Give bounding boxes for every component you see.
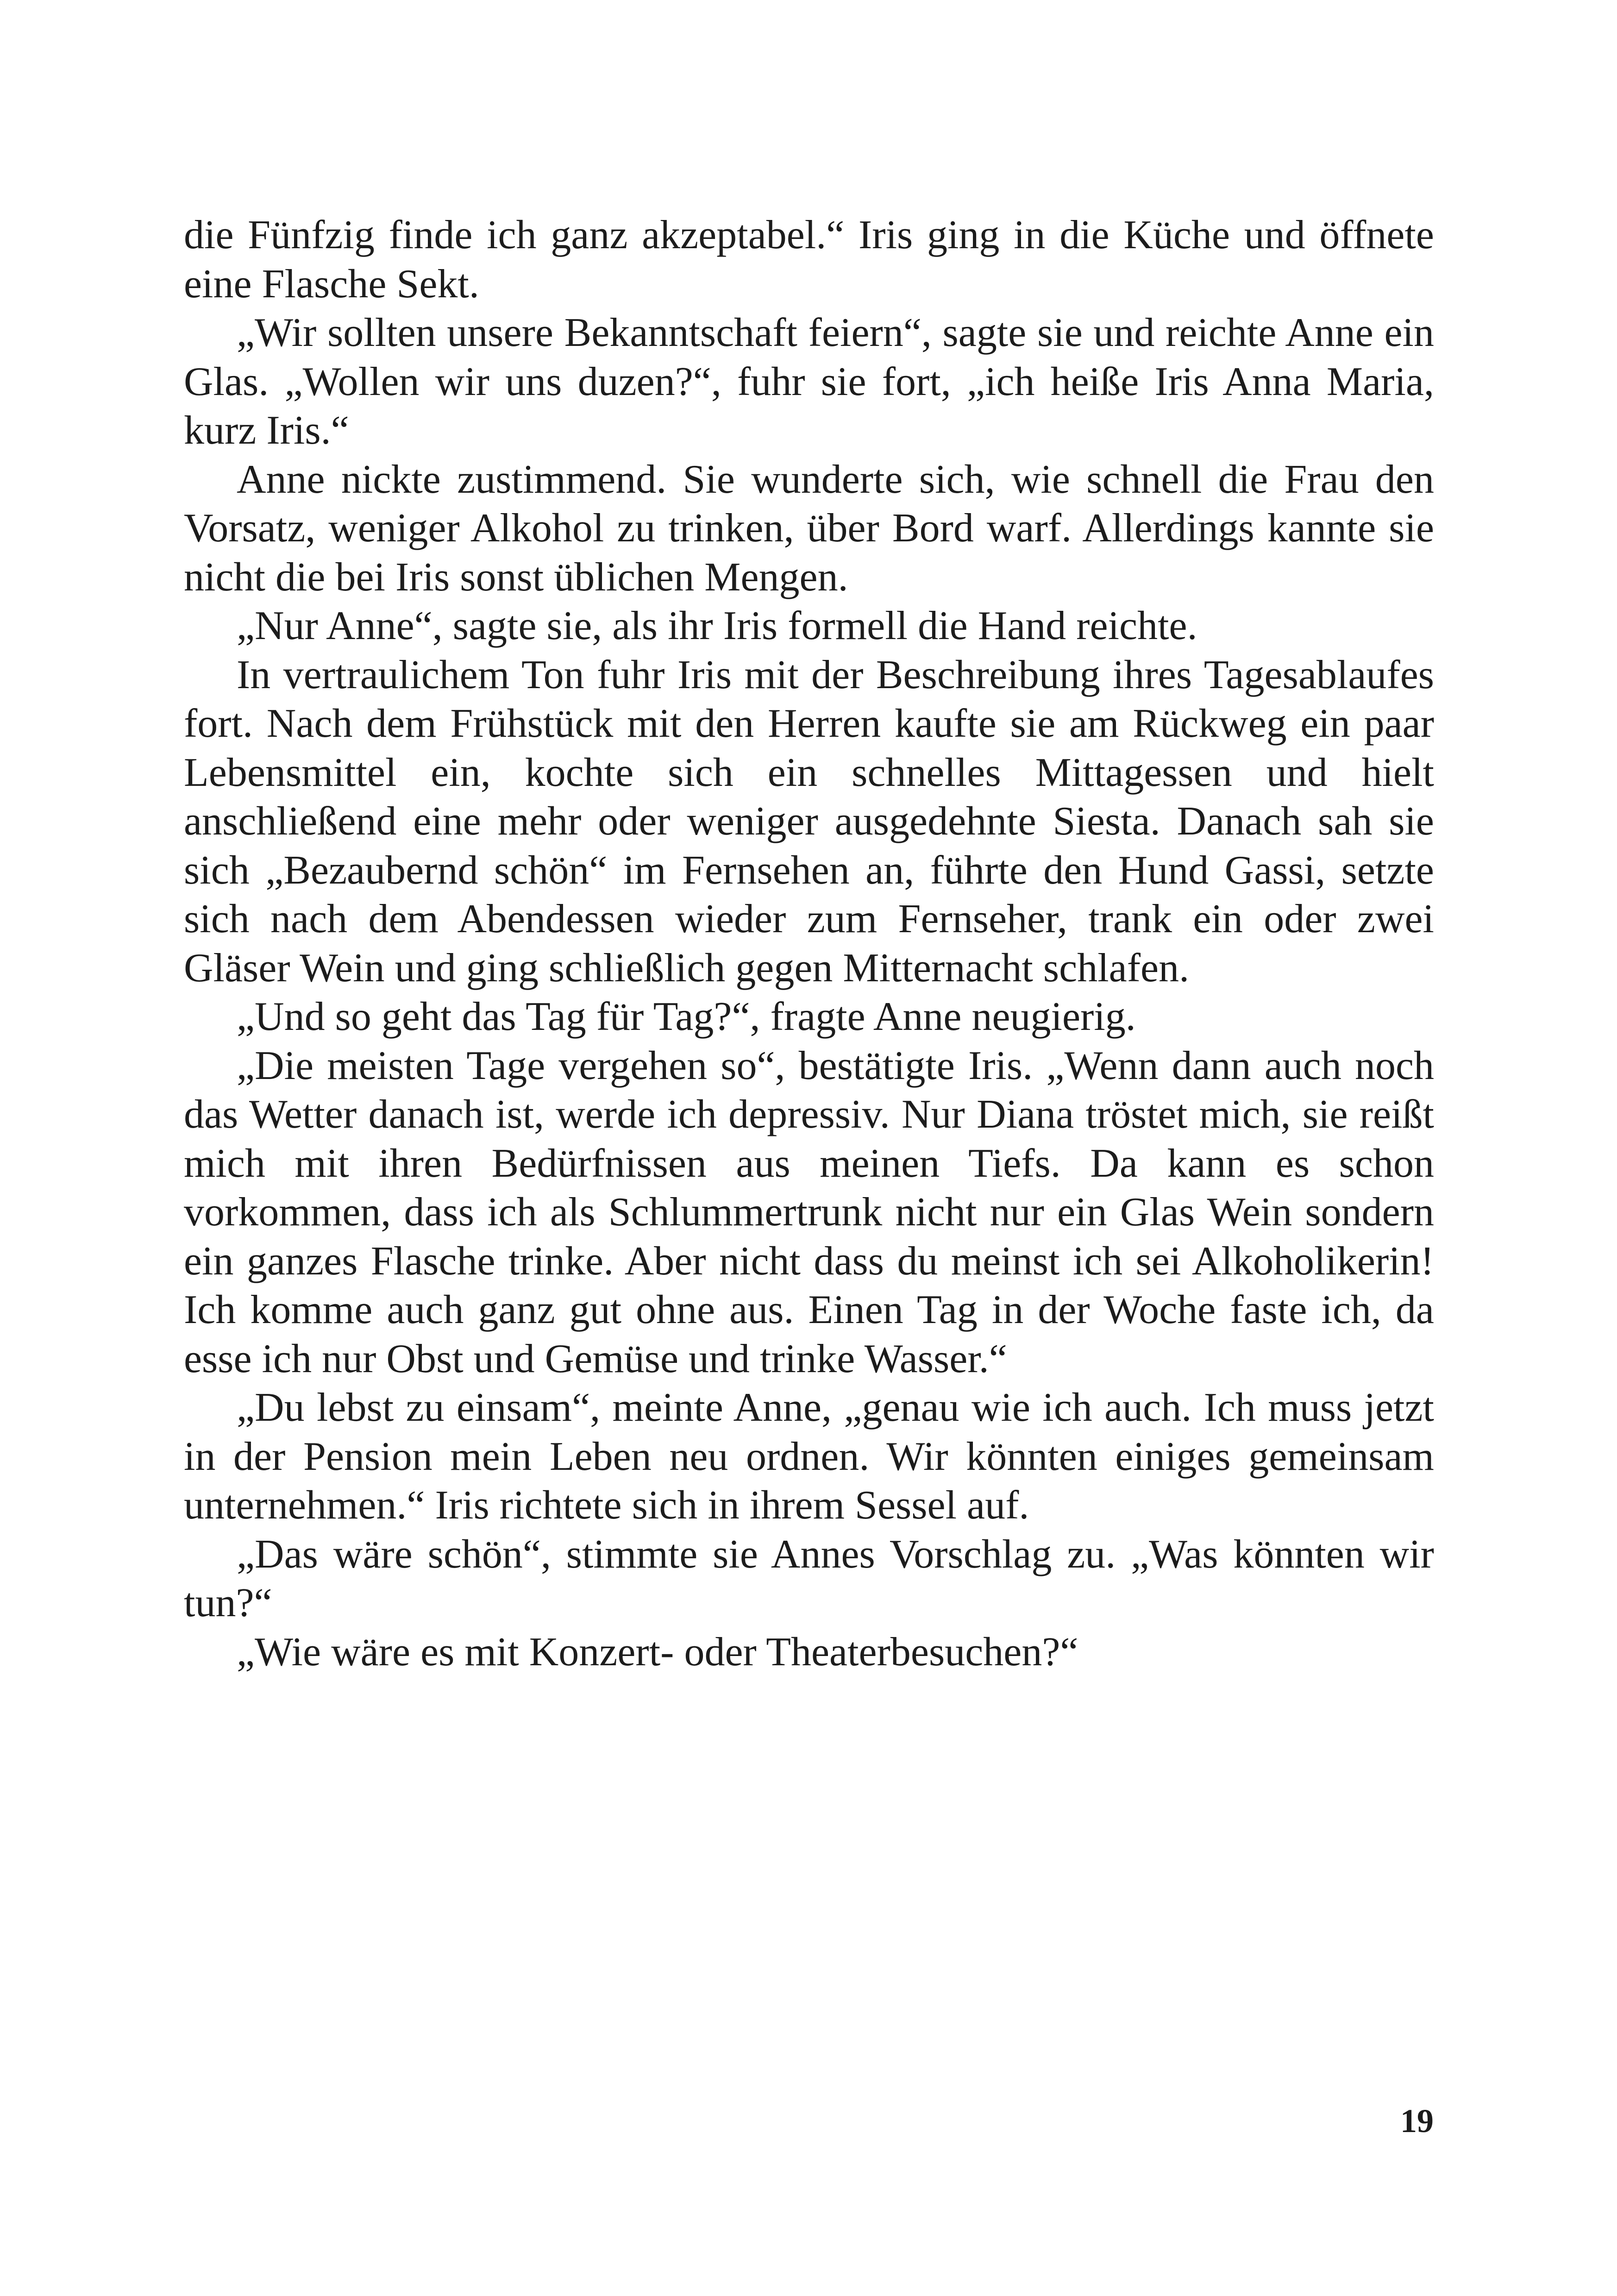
paragraph: die Fünfzig finde ich ganz akzeptabel.“ Iris ging in die Küche und öffnete eine Flasche Sekt. (184, 213, 1434, 307)
paragraph: „Wie wäre es mit Konzert- oder Theaterbesuchen?“ (237, 1629, 1078, 1675)
page-number: 19 (1400, 2102, 1434, 2139)
paragraph: In vertraulichem Ton fuhr Iris mit der Beschreibung ihres Tagesablaufes fort. Nach dem Frühstück mit den Herren kaufte sie am Rückweg ein paar Lebensmittel ein, kochte sich ein schnelles Mittagessen und hielt anschließend eine mehr oder weniger ausgedehnte Siesta. Danach sah sie sich „Bezaubernd schön“ im Fernsehen an, führte den Hund Gassi, setzte sich nach dem Abendessen wieder zum Fernseher, trank ein oder zwei Gläser Wein und ging schließlich gegen Mitternacht schlafen. (184, 652, 1434, 991)
body-text (184, 211, 1434, 1676)
paragraph: „Das wäre schön“, stimmte sie Annes Vorschlag zu. „Was könnten wir tun?“ (184, 1531, 1434, 1625)
paragraph: „Die meisten Tage vergehen so“, bestätigte Iris. „Wenn dann auch noch das Wetter danach ist, werde ich depressiv. Nur Diana tröstet mich, sie reißt mich mit ihren Bedürfnissen aus meinen Tiefs. Da kann es schon vorkommen, dass ich als Schlummertrunk nicht nur ein Glas Wein sondern ein ganzes Flasche trinke. Aber nicht dass du meinst ich sei Alkoholikerin! Ich komme auch ganz gut ohne aus. Einen Tag in der Woche faste ich, da esse ich nur Obst und Gemüse und trinke Wasser.“ (184, 1043, 1434, 1381)
paragraph: „Und so geht das Tag für Tag?“, fragte Anne neugierig. (237, 994, 1136, 1039)
paragraph: „Wir sollten unsere Bekanntschaft feiern“, sagte sie und reichte Anne ein Glas. „Wollen wir uns duzen?“, fuhr sie fort, „ich heiße Iris Anna Maria, kurz Iris.“ (184, 310, 1434, 453)
paragraph: Anne nickte zustimmend. Sie wunderte sich, wie schnell die Frau den Vorsatz, weniger Alkohol zu trinken, über Bord warf. Allerdings kannte sie nicht die bei Iris sonst üblichen Mengen. (184, 457, 1434, 600)
paragraph: „Nur Anne“, sagte sie, als ihr Iris formell die Hand reichte. (237, 603, 1197, 648)
paragraph: „Du lebst zu einsam“, meinte Anne, „genau wie ich auch. Ich muss jetzt in der Pension mein Leben neu ordnen. Wir könnten einiges gemeinsam unternehmen.“ Iris richtete sich in ihrem Sessel auf. (184, 1385, 1434, 1528)
